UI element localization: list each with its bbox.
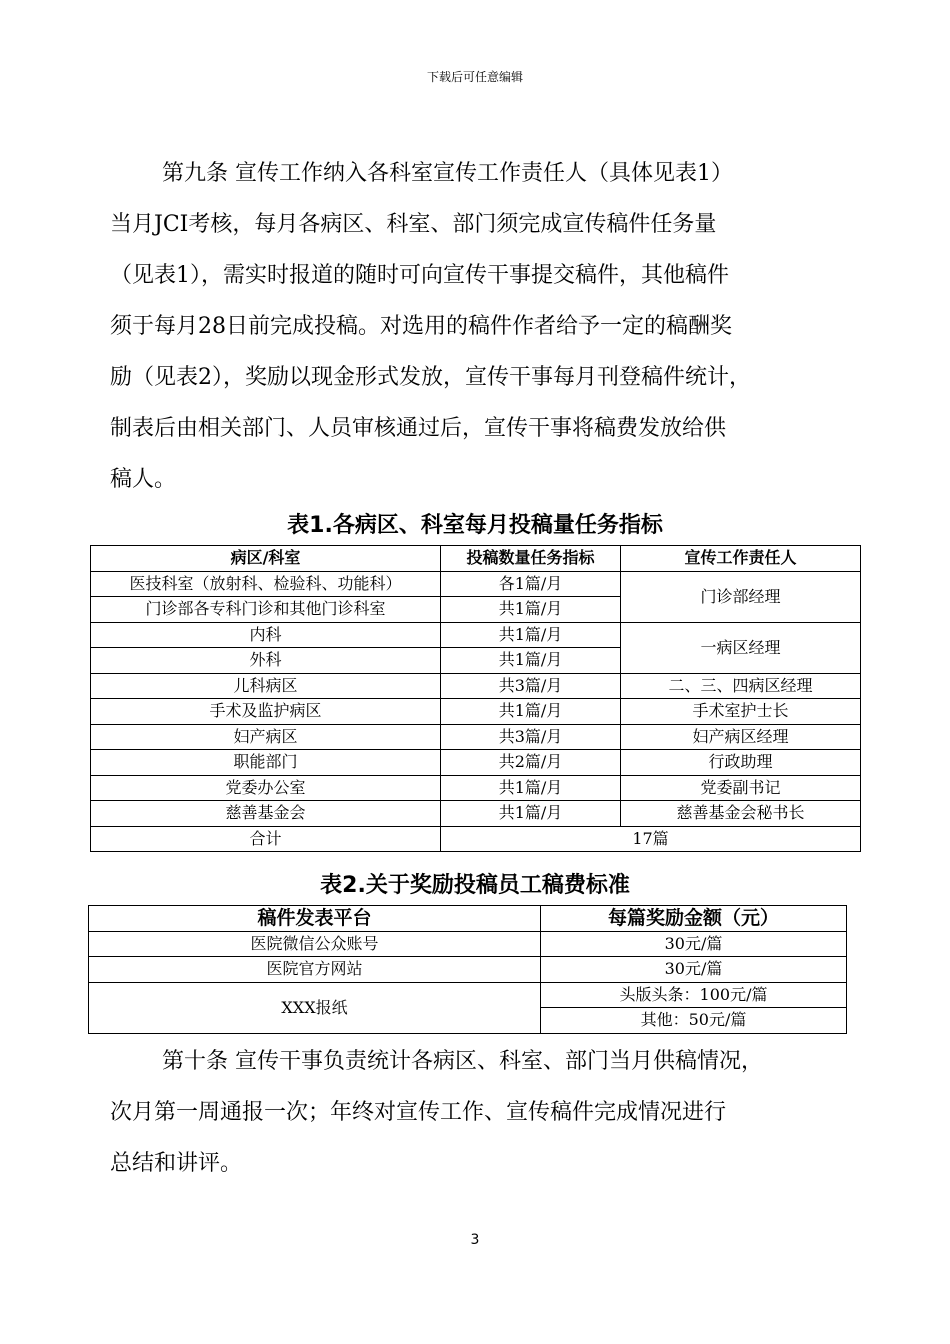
dept-cell: 外科 bbox=[91, 648, 441, 674]
table-2-title: 表2.关于奖励投稿员工稿费标准 bbox=[320, 873, 630, 898]
table-header-row bbox=[91, 546, 861, 572]
table-row bbox=[91, 801, 861, 827]
owner-cell: 门诊部经理 bbox=[621, 571, 861, 622]
dept-cell: 内科 bbox=[91, 622, 441, 648]
table-row bbox=[89, 982, 847, 1008]
table-row bbox=[91, 622, 861, 648]
table-header-row bbox=[89, 906, 847, 932]
owner-cell: 妇产病区经理 bbox=[621, 724, 861, 750]
quota-cell: 共2篇/月 bbox=[441, 750, 621, 776]
article-9-line: 稿人。 bbox=[110, 467, 177, 492]
table-2-fee-standard bbox=[88, 905, 847, 1034]
dept-cell: 慈善基金会 bbox=[91, 801, 441, 827]
article-9-line: 当月JCI考核，每月各病区、科室、部门须完成宣传稿件任务量 bbox=[110, 212, 717, 237]
column-header: 每篇奖励金额（元） bbox=[541, 906, 847, 932]
table-1-quota bbox=[90, 545, 861, 852]
quota-cell: 共1篇/月 bbox=[441, 699, 621, 725]
article-9-paragraph bbox=[110, 148, 856, 505]
table-row bbox=[91, 724, 861, 750]
table-row bbox=[89, 957, 847, 983]
platform-cell: XXX报纸 bbox=[89, 982, 541, 1033]
column-header: 投稿数量任务指标 bbox=[441, 546, 621, 572]
dept-cell: 儿科病区 bbox=[91, 673, 441, 699]
owner-cell: 一病区经理 bbox=[621, 622, 861, 673]
quota-cell: 共3篇/月 bbox=[441, 724, 621, 750]
header-note: 下载后可任意编辑 bbox=[426, 70, 523, 84]
quota-cell: 共3篇/月 bbox=[441, 673, 621, 699]
owner-cell: 二、三、四病区经理 bbox=[621, 673, 861, 699]
owner-cell: 党委副书记 bbox=[621, 775, 861, 801]
platform-cell: 医院微信公众账号 bbox=[89, 931, 541, 957]
table-row bbox=[91, 673, 861, 699]
quota-cell: 共1篇/月 bbox=[441, 622, 621, 648]
dept-cell: 手术及监护病区 bbox=[91, 699, 441, 725]
article-10-line: 第十条 宣传干事负责统计各病区、科室、部门当月供稿情况， bbox=[162, 1049, 763, 1074]
article-9-line: 须于每月28日前完成投稿。对选用的稿件作者给予一定的稿酬奖 bbox=[110, 314, 732, 339]
table-row bbox=[91, 775, 861, 801]
quota-cell: 共1篇/月 bbox=[441, 775, 621, 801]
owner-cell: 手术室护士长 bbox=[621, 699, 861, 725]
table-total-row bbox=[91, 826, 861, 852]
total-value-cell: 17篇 bbox=[441, 826, 861, 852]
article-9-line: 励（见表2），奖励以现金形式发放，宣传干事每月刊登稿件统计， bbox=[110, 365, 751, 390]
amount-cell: 30元/篇 bbox=[541, 957, 847, 983]
table-row bbox=[91, 750, 861, 776]
table-1-title: 表1.各病区、科室每月投稿量任务指标 bbox=[287, 513, 663, 538]
owner-cell: 行政助理 bbox=[621, 750, 861, 776]
table-row bbox=[91, 571, 861, 597]
column-header: 病区/科室 bbox=[91, 546, 441, 572]
quota-cell: 各1篇/月 bbox=[441, 571, 621, 597]
quota-cell: 共1篇/月 bbox=[441, 597, 621, 623]
article-9-line: （见表1），需实时报道的随时可向宣传干事提交稿件，其他稿件 bbox=[110, 263, 729, 288]
page-number: 3 bbox=[470, 1232, 480, 1248]
dept-cell: 职能部门 bbox=[91, 750, 441, 776]
dept-cell: 妇产病区 bbox=[91, 724, 441, 750]
article-10-line: 次月第一周通报一次；年终对宣传工作、宣传稿件完成情况进行 bbox=[110, 1100, 727, 1125]
column-header: 宣传工作责任人 bbox=[621, 546, 861, 572]
quota-cell: 共1篇/月 bbox=[441, 648, 621, 674]
dept-cell: 党委办公室 bbox=[91, 775, 441, 801]
article-9-line: 制表后由相关部门、人员审核通过后，宣传干事将稿费发放给供 bbox=[110, 416, 727, 441]
amount-cell: 头版头条：100元/篇 bbox=[541, 982, 847, 1008]
column-header: 稿件发表平台 bbox=[89, 906, 541, 932]
platform-cell: 医院官方网站 bbox=[89, 957, 541, 983]
total-label-cell: 合计 bbox=[91, 826, 441, 852]
amount-cell: 30元/篇 bbox=[541, 931, 847, 957]
amount-cell: 其他：50元/篇 bbox=[541, 1008, 847, 1034]
table-row bbox=[89, 931, 847, 957]
owner-cell: 慈善基金会秘书长 bbox=[621, 801, 861, 827]
article-9-line: 第九条 宣传工作纳入各科室宣传工作责任人（具体见表1） bbox=[162, 161, 733, 186]
table-row bbox=[91, 699, 861, 725]
article-10-line: 总结和讲评。 bbox=[110, 1151, 243, 1176]
quota-cell: 共1篇/月 bbox=[441, 801, 621, 827]
article-10-paragraph bbox=[110, 1036, 856, 1189]
dept-cell: 门诊部各专科门诊和其他门诊科室 bbox=[91, 597, 441, 623]
dept-cell: 医技科室（放射科、检验科、功能科） bbox=[91, 571, 441, 597]
